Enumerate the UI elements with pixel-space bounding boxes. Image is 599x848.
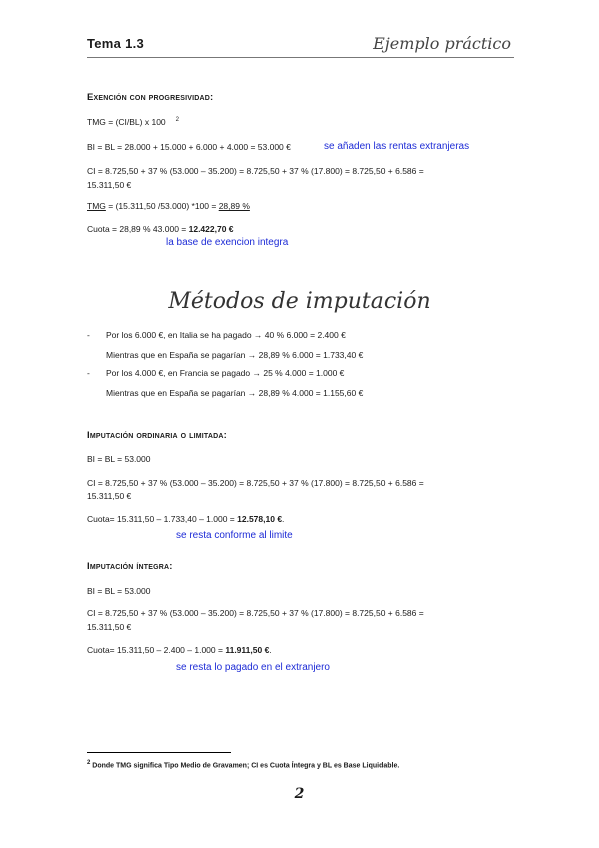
ordinaria-bi-line: BI = BL = 53.000 — [87, 454, 151, 464]
header-divider — [87, 57, 514, 58]
footnote: $^2$ Donde TMG significa Tipo Medio de Gravamen; CI es Cuota Íntegra y BL es Base Liquidable. — [87, 760, 400, 770]
metodos-item-2-line: Por los 4.000 €, en Francia se pagado → 25 % 4.000 = 1.000 € — [106, 368, 345, 378]
ordinaria-ci-line1: CI = 8.725,50 + 37 % (53.000 – 35.200) = 8.725,50 + 37 % (17.800) = 8.725,50 + 6.586 = — [87, 478, 424, 488]
ordinaria-ci-line2: 15.311,50 € — [87, 491, 132, 501]
exencion-title: Exención con progresividad: — [87, 92, 214, 103]
exencion-bi-line: BI = BL = 28.000 + 15.000 + 6.000 + 4.000 = 53.000 € — [87, 142, 291, 152]
metodos-title: Métodos de imputación — [168, 289, 431, 314]
header-topic: Tema 1.3 — [87, 36, 145, 51]
exencion-bi-note: se añaden las rentas extranjeras — [324, 141, 470, 152]
exencion-cuota-note: la base de exencion integra — [166, 237, 289, 248]
exencion-cuota: Cuota = 28,89 % 43.000 = 12.422,70 € — [87, 224, 234, 234]
integra-title: Imputación íntegra: — [87, 561, 173, 572]
exencion-tmg-calc: TMG = (15.311,50 /53.000) *100 = 28,89 % — [87, 201, 250, 211]
integra-note: se resta lo pagado en el extranjero — [176, 662, 330, 673]
page-number: 2 — [294, 786, 305, 802]
integra-ci-line2: 15.311,50 € — [87, 622, 132, 632]
metodos-dash-1: - — [87, 330, 90, 340]
integra-ci-line1: CI = 8.725,50 + 37 % (53.000 – 35.200) = 8.725,50 + 37 % (17.800) = 8.725,50 + 6.586 = — [87, 608, 424, 618]
exencion-ci-line2: 15.311,50 € — [87, 180, 132, 190]
metodos-item-1-line: Por los 6.000 €, en Italia se ha pagado → 40 % 6.000 = 2.400 € — [106, 330, 346, 340]
metodos-dash-2: - — [87, 368, 90, 378]
header-section: Ejemplo práctico — [373, 34, 511, 53]
ordinaria-note: se resta conforme al limite — [176, 530, 293, 541]
footnote-divider — [87, 752, 231, 753]
integra-bi-line: BI = BL = 53.000 — [87, 586, 151, 596]
footnote-ref: 2 — [175, 117, 179, 124]
exencion-tmg-formula: TMG = (CI/BL) x 100 $^2$ — [87, 117, 179, 127]
exencion-ci-line1: CI = 8.725,50 + 37 % (53.000 – 35.200) = 8.725,50 + 37 % (17.800) = 8.725,50 + 6.586 = — [87, 166, 424, 176]
metodos-item-1-sub: Mientras que en España se pagarían → 28,89 % 6.000 = 1.733,40 € — [106, 350, 364, 360]
ordinaria-title: Imputación ordinaria o limitada: — [87, 430, 228, 441]
integra-cuota: Cuota= 15.311,50 – 2.400 – 1.000 = 11.911,50 €. — [87, 645, 272, 655]
ordinaria-cuota: Cuota= 15.311,50 – 1.733,40 – 1.000 = 12.578,10 €. — [87, 514, 285, 524]
metodos-item-2-sub: Mientras que en España se pagarían → 28,89 % 4.000 = 1.155,60 € — [106, 388, 364, 398]
